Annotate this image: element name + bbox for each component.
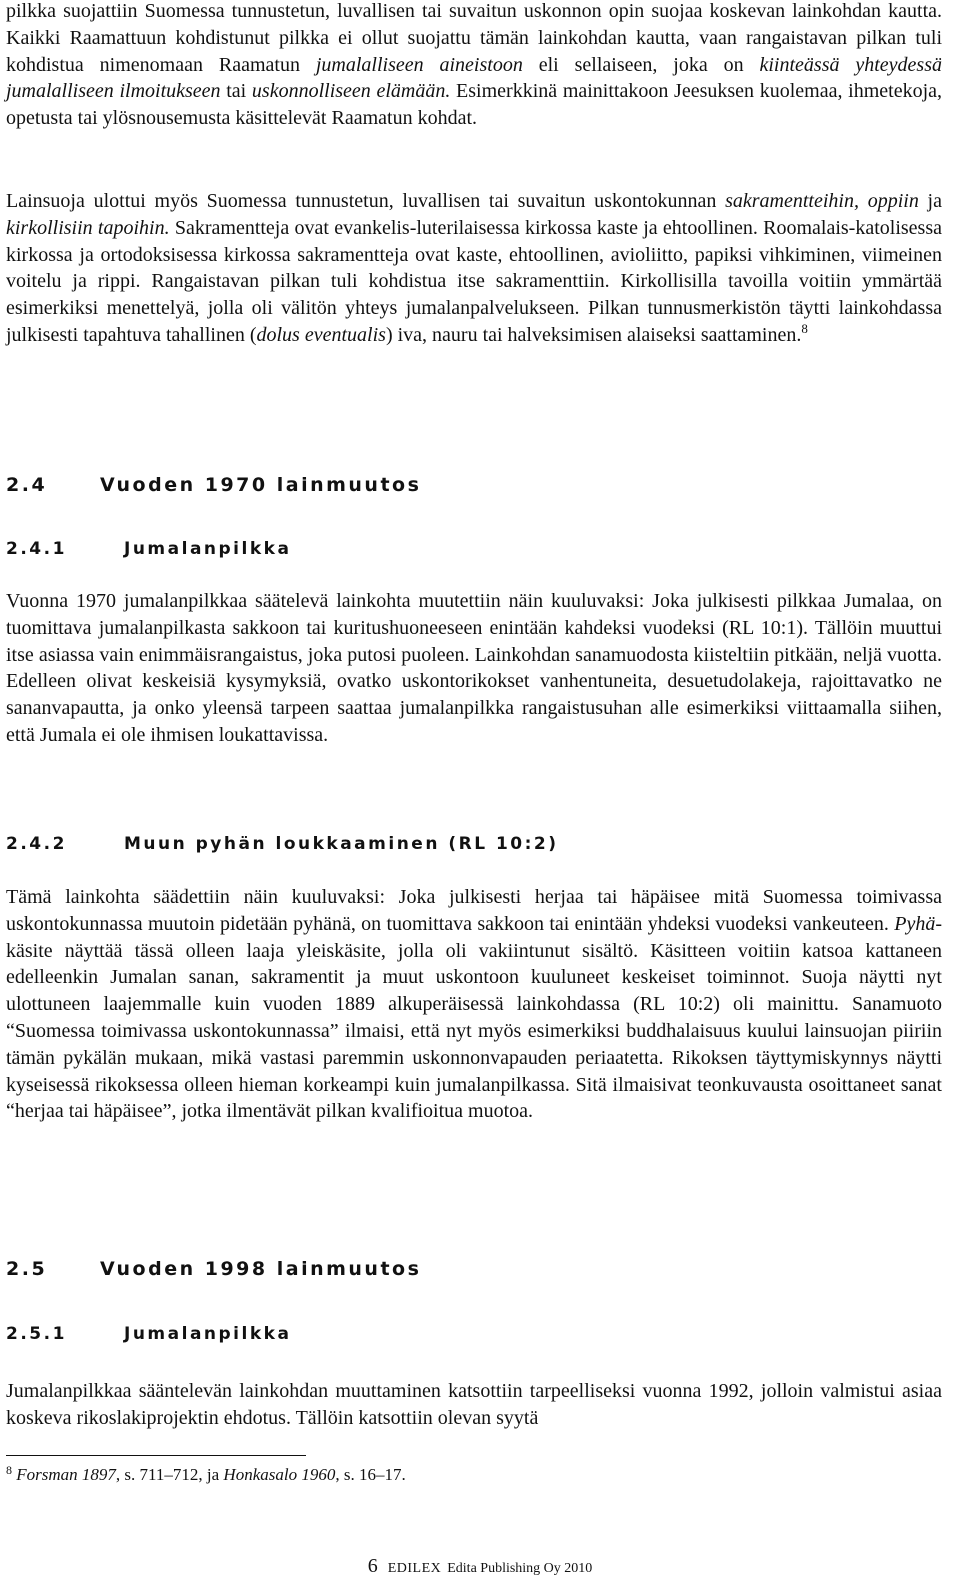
italic-text: kiinteässä yhteydessä jumalalliseen ilmoitukseen — [6, 53, 942, 103]
text-run: eli sellaiseen, joka on — [522, 53, 760, 76]
italic-text: Honkasalo 1960 — [223, 1465, 336, 1484]
section-number: 2.4 — [6, 474, 48, 496]
text-run: , s. 16–17. — [335, 1465, 406, 1484]
italic-text: Pyhä — [894, 912, 936, 935]
footnote-8 — [6, 1464, 406, 1486]
section-number: 2.5.1 — [6, 1324, 67, 1344]
text-run: Lainsuoja ulottui myös Suomessa tunnustetun, luvallisen tai suvaitun uskontokunnan — [6, 190, 726, 212]
footnote-marker: 8 — [6, 1463, 12, 1477]
paragraph-text — [6, 588, 942, 749]
body-paragraph-3 — [6, 588, 942, 749]
italic-text: dolus eventualis — [256, 323, 386, 346]
page-footer — [0, 1555, 960, 1578]
section-heading-2-4 — [6, 474, 421, 496]
paragraph-text — [6, 1378, 942, 1432]
section-heading-2-5 — [6, 1258, 421, 1280]
text-run: tai — [220, 80, 252, 103]
text-run: Sakramentteja ovat evankelis-luterilaisessa kirkossa kaste ja ehtoollinen. Roomalais-katolisessa kirkossa ja ortodoksisessa kirkossa sakramentteja ovat kaste, ehtoollinen, avioliitto, papiksi vihkiminen, viimeinen voitelu ja rippi. Rangaistavan pilkan tuli kohdistua itse sakramenttiin. Kirkollisilla tavoilla voitiin ymmärtää esimerkiksi menettelyä, jolla oli välitön yhteys jumalanpalvelukseen. Pilkan tunnusmerkistön täytti lainkohdassa julkisesti tapahtuva tahallinen ( — [6, 216, 942, 346]
publisher-brand: EDILEX — [387, 1561, 442, 1576]
section-title: Vuoden 1970 lainmuutos — [100, 474, 422, 496]
text-run: -käsite näyttää tässä olleen laaja yleiskäsite, jolla oli vakiintunut sisältö. Käsitteen voitiin katsoa kattaneen edelleenkin Jumalan sanan, sakramentit ja muut uskontoon kuuluneet keskeiset toiminnot. Suoja näytti nyt ulottuneen laajemmalle kuin vuoden 1889 alkuperäisessä lainkohdassa (RL 10:2) oli mainittu. Sanamuoto “Suomessa toimivassa uskontokunnassa” ilmaisi, että nyt myös esimerkiksi buddhalaisuus kuului lainsuojan piiriin tämän pykälän mukaan, mikä vastasi paremmin uskonnonvapauden periaatetta. Rikoksen täyttymiskynnys näytti kyseisessä rikoksessa olleen hieman korkeampi kuin jumalanpilkassa. Sitä ilmaisivat teonkuvausta osoittaneet sanat “herjaa tai häpäisee”, jotka ilmentävät pilkan kvalifioitua muotoa. — [6, 912, 942, 1123]
italic-text: uskonnolliseen elämään. — [251, 80, 451, 103]
body-paragraph-5 — [6, 1378, 942, 1432]
italic-text: jumalalliseen aineistoon — [315, 53, 523, 76]
text-run: Vuonna 1970 jumalanpilkkaa säätelevä lainkohta muutettiin näin kuuluvaksi: Joka julkisesti pilkkaa Jumalaa, on tuomittava jumalanpilkasta sakkoon tai kuritushuoneeseen enintään kahdeksi vuodeksi (RL 10:1). Tällöin muuttui itse asiassa vain enimmäisrangaistus, joka putosi puoleen. Lainkohdan sanamuodosta kiisteltiin pitkään, neljä vuotta. Edelleen olivat keskeisiä kysymyksiä, ovatko uskontorikokset vanhentuneita, desuetudolakeja, rajoittavatko ne sananvapautta, ja onko yleensä tarpeen saattaa jumalanpilkka rangaistusuhan alle esimerkiksi viittaamalla siihen, että Jumala ei ole ihmisen loukattavissa. — [6, 590, 942, 746]
text-run: pilkka suojattiin Suomessa tunnustetun, luvallisen tai suvaitun uskonnon opin suojaa koskevan lainkohdan kautta. Kaikki Raamattuun kohdistunut pilkka ei ollut suojattu tämän lainkohdan kautta, vaan rangaistavan pilkan tuli kohdistua nimenomaan Raamatun — [6, 0, 942, 76]
publisher-name: Edita Publishing Oy 2010 — [447, 1561, 593, 1576]
section-number: 2.4.1 — [6, 539, 67, 559]
paragraph-text — [6, 884, 942, 1125]
text-run: Esimerkkinä mainittakoon Jeesuksen kuolemaa, ihmetekoja, opetusta tai ylösnousemusta käsittelevät Raamatun kohdat. — [6, 80, 942, 130]
text-run: ja — [918, 190, 942, 212]
body-paragraph-4 — [6, 884, 942, 1125]
text-run: Tämä lainkohta säädettiin näin kuuluvaksi: Joka julkisesti herjaa tai häpäisee mitä Suomessa toimivassa uskontokunnassa muutoin pidetään pyhänä, on tuomittava sakkoon tai enintään yhdeksi vuodeksi vankeuteen. — [6, 886, 942, 935]
italic-text: sakramentteihin, oppiin — [725, 190, 919, 212]
body-paragraph-1 — [6, 0, 942, 132]
section-number: 2.4.2 — [6, 834, 67, 854]
section-title: Vuoden 1998 lainmuutos — [100, 1258, 422, 1280]
subsection-heading-2-5-1 — [6, 1324, 291, 1344]
text-run: , s. 711–712, ja — [115, 1465, 224, 1484]
body-paragraph-2 — [6, 188, 942, 349]
footnote-marker: 8 — [801, 320, 808, 336]
subsection-heading-2-4-1 — [6, 539, 291, 559]
footnote-divider — [6, 1455, 306, 1456]
text-run: ) iva, nauru tai halveksimisen alaiseksi saattaminen. — [385, 323, 802, 346]
subsection-heading-2-4-2 — [6, 834, 559, 854]
italic-text: kirkollisiin tapoihin. — [6, 216, 170, 239]
paragraph-text — [6, 0, 942, 132]
section-title: Jumalanpilkka — [124, 539, 292, 559]
page-number: 6 — [367, 1555, 378, 1577]
section-title: Jumalanpilkka — [124, 1324, 292, 1344]
italic-text: Forsman 1897 — [16, 1465, 116, 1484]
paragraph-text — [6, 188, 942, 349]
section-title: Muun pyhän loukkaaminen (RL 10:2) — [124, 834, 559, 854]
text-run: Jumalanpilkkaa sääntelevän lainkohdan muuttaminen katsottiin tarpeelliseksi vuonna 1992, jolloin valmistui asiaa koskeva rikoslakiprojektin ehdotus. Tällöin katsottiin olevan syytä — [6, 1380, 942, 1429]
section-number: 2.5 — [6, 1258, 48, 1280]
